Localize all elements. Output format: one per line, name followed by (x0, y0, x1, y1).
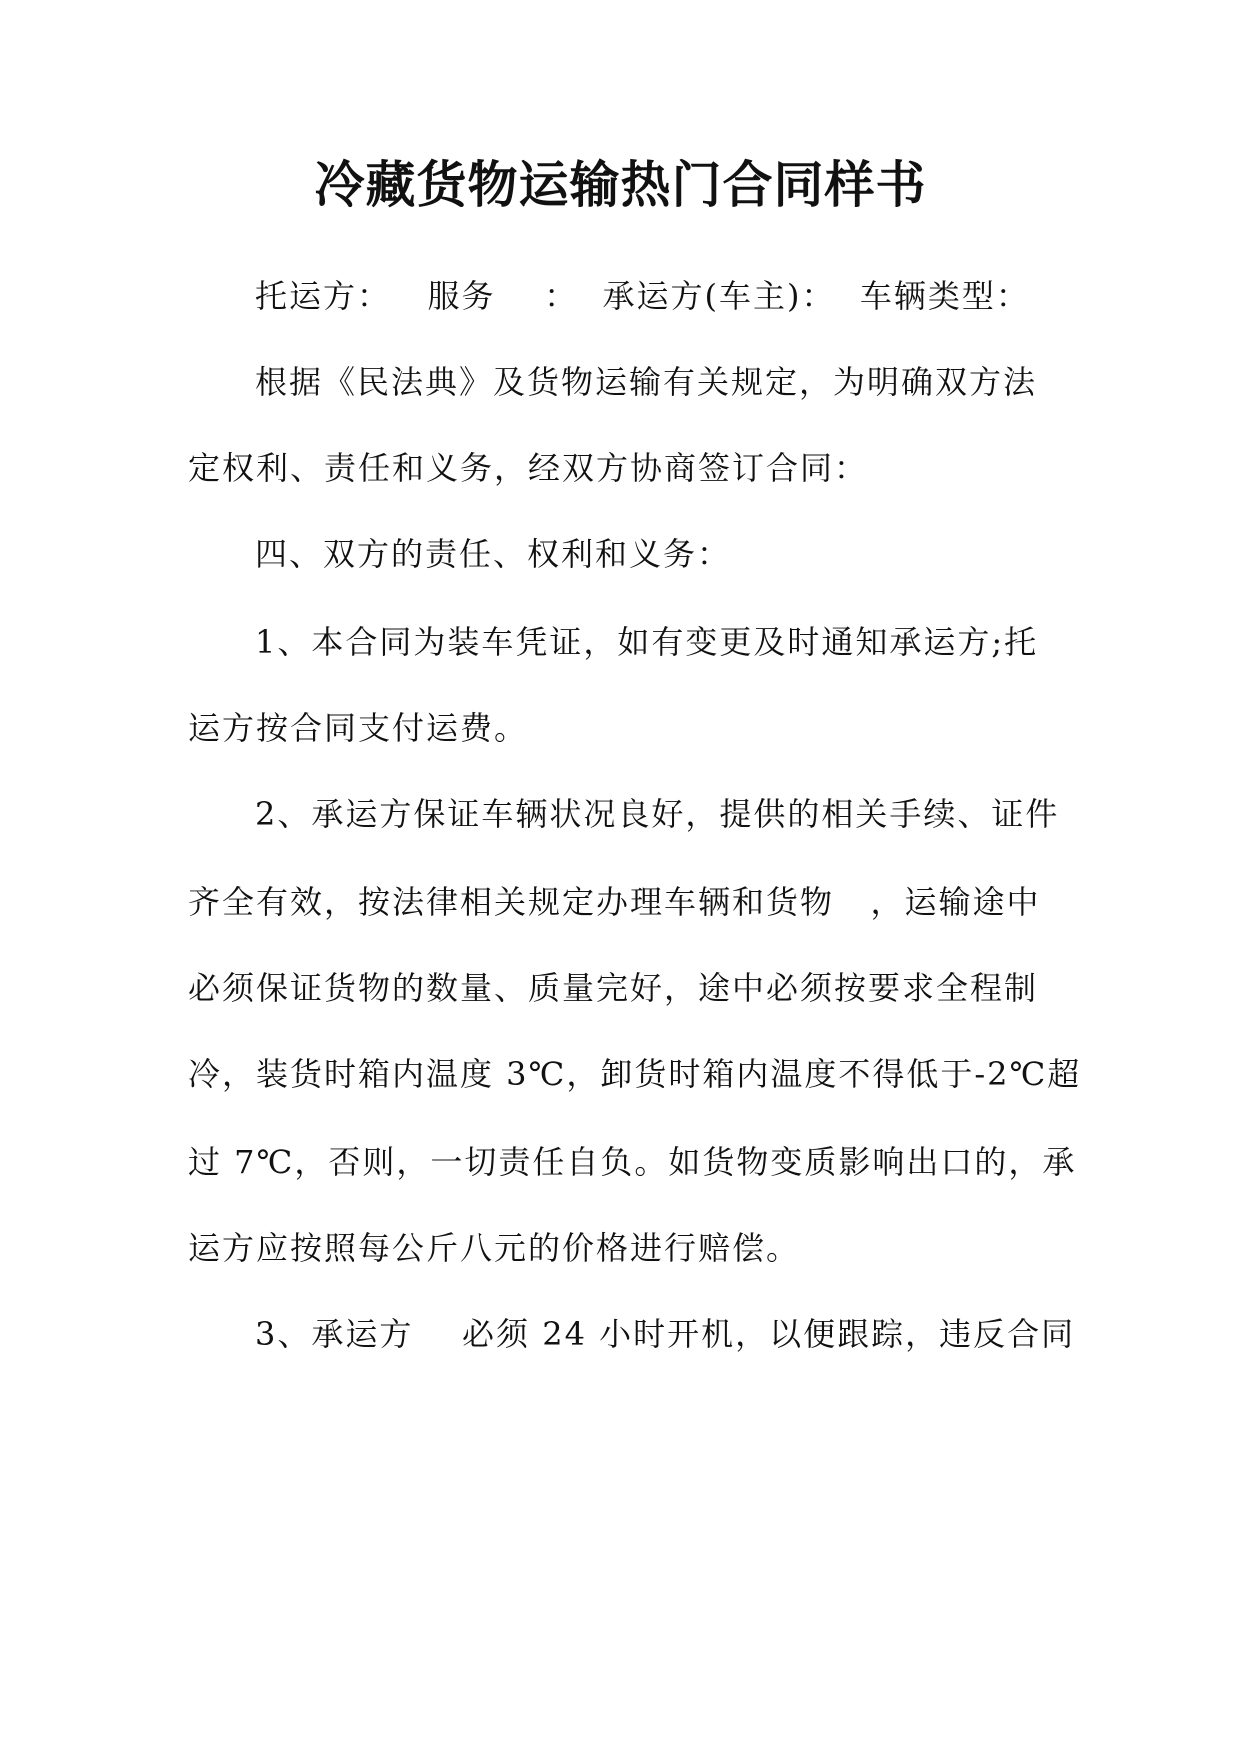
paragraph-line: 定权利、责任和义务，经双方协商签订合同： (188, 449, 869, 487)
clause-line: 齐全有效，按法律相关规定办理车辆和货物 ，运输途中 (188, 883, 1041, 921)
clause-line: 1、本合同为装车凭证，如有变更及时通知承运方;托 (255, 623, 1039, 661)
clause-line: 过 7℃，否则，一切责任自负。如货物变质影响出口的，承 (188, 1143, 1077, 1181)
clause-line: 必须保证货物的数量、质量完好，途中必须按要求全程制 (188, 969, 1039, 1007)
clause-line: 2、承运方保证车辆状况良好，提供的相关手续、证件 (255, 795, 1060, 833)
clause-line: 运方应按照每公斤八元的价格进行赔偿。 (188, 1229, 801, 1267)
section-heading: 四、双方的责任、权利和义务： (255, 535, 732, 573)
document-title: 冷藏货物运输热门合同样书 (314, 156, 927, 214)
parties-line: 托运方： 服务 ： 承运方(车主)： 车辆类型： (255, 277, 1030, 315)
clause-line: 3、承运方 必须 24 小时开机，以便跟踪，违反合同 (255, 1315, 1076, 1353)
clause-line: 冷，装货时箱内温度 3℃，卸货时箱内温度不得低于-2℃超 (188, 1055, 1082, 1093)
paragraph-line: 根据《民法典》及货物运输有关规定，为明确双方法 (255, 363, 1038, 401)
clause-line: 运方按合同支付运费。 (188, 709, 529, 747)
